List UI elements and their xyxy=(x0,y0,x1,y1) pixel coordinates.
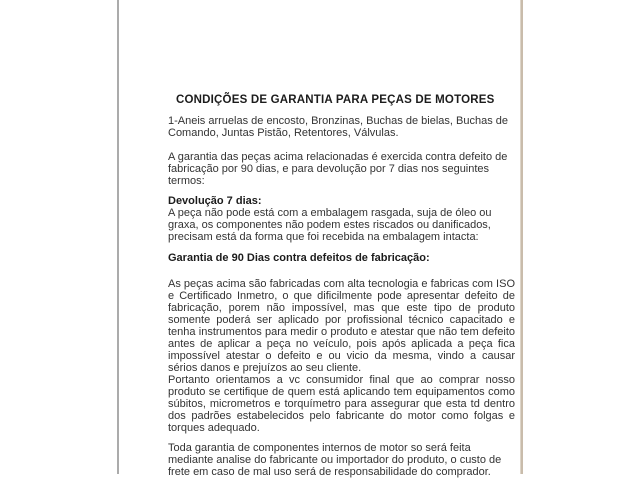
warranty-90-body-1-paragraph: As peças acima são fabricadas com alta tecnologia e fabricas com ISO e Certificado Inmetro, o que dificilmente pode apresentar defeito de fabricação, porem não impossível, mas que este tipo de produto somente poderá ser aplicado por profissional técnico capacitado e tenha instrumentos para medir o produto e atestar que não tem defeito antes de aplicar a peça no veículo, pois após aplicada a peça fica impossível atestar o defeito e ou vicio da mesma, vindo a causar sérios danos e prejuízos ao seu cliente. xyxy=(168,278,515,374)
warranty-summary-paragraph: A garantia das peças acima relacionadas é exercida contra defeito de fabricação por 90 dias, e para devolução por 7 dias nos seguintes termos: xyxy=(168,151,508,187)
warranty-90-body-2-paragraph: Portanto orientamos a vc consumidor final que ao comprar nosso produto se certifique de quem está aplicando tem equipamentos como súbitos, micrometros e torquímetro para assegurar que esta td dentro dos padrões estabelecidos pelo fabricante do motor como folgas e torques adequado. xyxy=(168,374,515,434)
page-right-edge-rule xyxy=(520,0,523,474)
warranty-90-heading: Garantia de 90 Dias contra defeitos de fabricação: xyxy=(168,252,430,264)
parts-list-paragraph: 1-Aneis arruelas de encosto, Bronzinas, Buchas de bielas, Buchas de Comando, Juntas Pistão, Retentores, Válvulas. xyxy=(168,115,508,139)
closing-paragraph: Toda garantia de componentes internos de motor so será feita mediante analise do fabricante ou importador do produto, o custo de frete em caso de mal uso será de responsabilidade do comprador. xyxy=(168,442,502,478)
devolution-heading: Devolução 7 dias: xyxy=(168,195,262,207)
devolution-body-paragraph: A peça não pode está com a embalagem rasgada, suja de óleo ou graxa, os componentes não podem estes riscados ou danificados, precisam está da forma que foi recebida na embalagem intacta: xyxy=(168,207,492,243)
page-left-edge-rule xyxy=(117,0,119,474)
document-title: CONDIÇÕES DE GARANTIA PARA PEÇAS DE MOTORES xyxy=(176,94,495,106)
warranty-document xyxy=(168,94,515,478)
